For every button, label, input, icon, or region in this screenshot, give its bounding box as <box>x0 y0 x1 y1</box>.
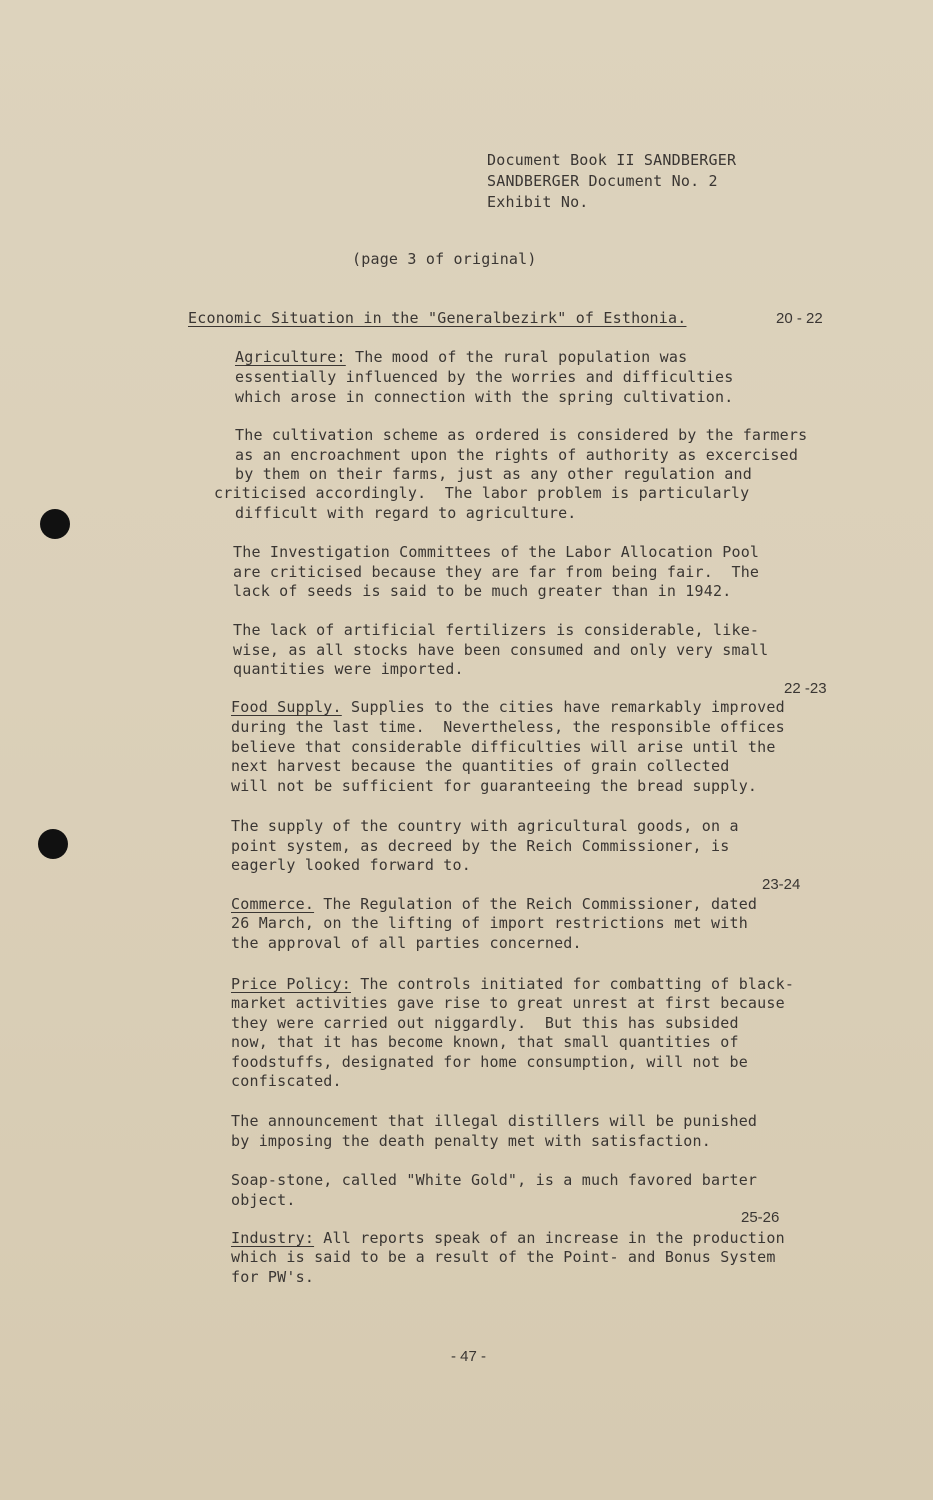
industry-para-1-lead: All reports speak of an increase in the production <box>314 1229 785 1247</box>
agriculture-para-3: The Investigation Committees of the Labor Allocation Pool are criticised because they are far from being fair. The lack of seeds is said to be much greater than in 1942. <box>233 543 760 600</box>
industry-ref-numbers: 25-26 <box>741 1209 780 1226</box>
punch-hole-lower <box>38 829 68 859</box>
header-line-exhibit-no: Exhibit No. <box>487 193 589 211</box>
price-heading: Price Policy: <box>231 975 351 993</box>
commerce-para-1-rest: 26 March, on the lifting of import restrictions met with the approval of all parties concerned. <box>231 914 748 952</box>
agriculture-para-1-lead: The mood of the rural population was <box>345 348 688 366</box>
agriculture-para-2a: The cultivation scheme as ordered is considered by the farmers as an encroachment upon the rights of authority as excercised by them on their farms, just as any other regulation and <box>235 426 808 483</box>
commerce-para-1-lead: The Regulation of the Reich Commissioner, dated <box>314 895 758 913</box>
price-para-1-first <box>231 975 794 995</box>
industry-heading: Industry: <box>231 1229 315 1247</box>
food-heading: Food Supply. <box>231 698 342 716</box>
agriculture-para-1-rest: essentially influenced by the worries and difficulties which arose in connection with the spring cultivation. <box>235 368 734 406</box>
commerce-heading: Commerce. <box>231 895 315 913</box>
industry-para-1-first <box>231 1229 785 1249</box>
page-note: (page 3 of original) <box>352 250 537 268</box>
agriculture-heading: Agriculture: <box>235 348 346 366</box>
food-para-1-rest: during the last time. Nevertheless, the responsible offices believe that considerable difficulties will arise until the next harvest because the quantities of grain collected will not be sufficient for guaranteeing the bread supply. <box>231 718 785 795</box>
agriculture-para-2b: criticised accordingly. The labor problem is particularly <box>214 484 750 502</box>
price-para-1-rest: market activities gave rise to great unrest at first because they were carried out niggardly. But this has subsided now, that it has become known, that small quantities of foodstuffs, designated for home consumption, will not be confiscated. <box>231 994 785 1090</box>
punch-hole-upper <box>40 509 70 539</box>
commerce-para-1-first <box>231 895 757 915</box>
food-ref-numbers: 22 -23 <box>784 680 827 697</box>
title-ref-numbers: 20 - 22 <box>776 310 823 327</box>
header-line-document-book: Document Book II SANDBERGER <box>487 151 737 169</box>
page-title: Economic Situation in the "Generalbezirk" of Esthonia. <box>188 309 687 327</box>
header-line-document-no: SANDBERGER Document No. 2 <box>487 172 718 190</box>
page-number: - 47 - <box>451 1348 487 1365</box>
price-para-3: Soap-stone, called "White Gold", is a much favored barter object. <box>231 1171 758 1209</box>
food-para-1-lead: Supplies to the cities have remarkably improved <box>341 698 785 716</box>
agriculture-para-2c: difficult with regard to agriculture. <box>235 504 577 522</box>
agriculture-para-1-first <box>235 348 687 368</box>
food-para-1-first <box>231 698 785 718</box>
industry-para-1-rest: which is said to be a result of the Point- and Bonus System for PW's. <box>231 1248 776 1286</box>
food-para-2: The supply of the country with agricultural goods, on a point system, as decreed by the Reich Commissioner, is eagerly looked forward to. <box>231 817 739 874</box>
price-para-2: The announcement that illegal distillers will be punished by imposing the death penalty met with satisfaction. <box>231 1112 758 1150</box>
price-para-1-lead: The controls initiated for combatting of black- <box>351 975 795 993</box>
commerce-ref-numbers: 23-24 <box>762 876 801 893</box>
agriculture-para-4: The lack of artificial fertilizers is considerable, like- wise, as all stocks have been consumed and only very small quantities were imported. <box>233 621 769 678</box>
